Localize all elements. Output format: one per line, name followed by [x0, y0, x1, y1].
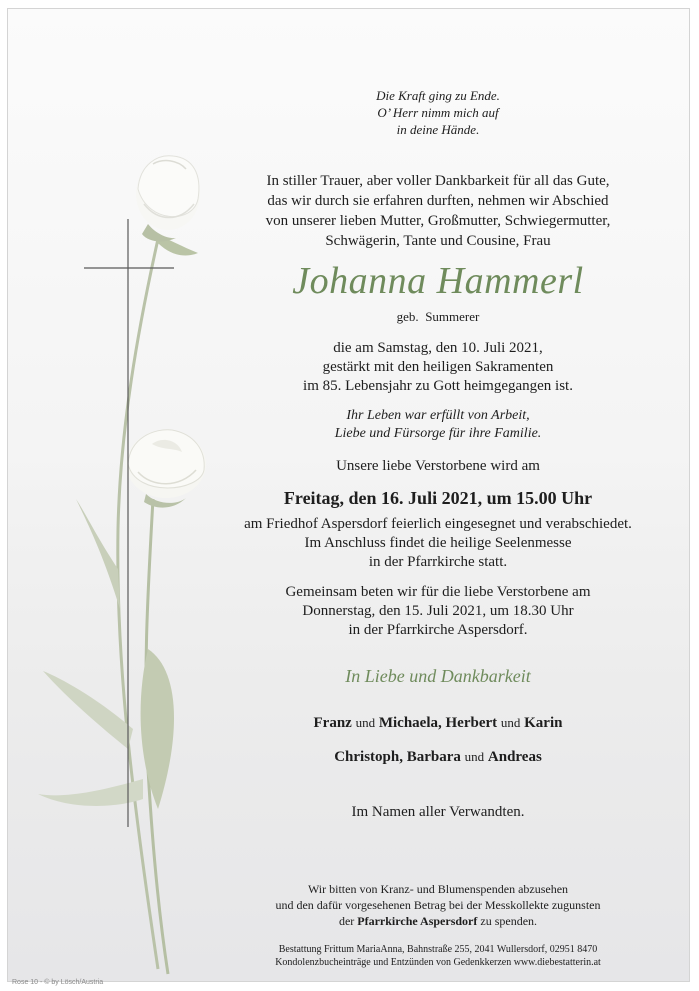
relatives-line: Im Namen aller Verwandten.	[351, 804, 525, 820]
family-line-2	[218, 747, 658, 767]
intro-text	[218, 171, 658, 251]
motto	[218, 87, 658, 138]
funeral-line: in der Pfarrkirche statt.	[368, 554, 508, 570]
family-conjunction: und	[464, 749, 485, 764]
rose-illustration	[8, 9, 228, 983]
death-line: im 85. Lebensjahr zu Gott heimgegangen ist.	[303, 378, 573, 394]
family-conjunction: und	[355, 715, 376, 730]
family-name: Andreas	[487, 749, 542, 765]
life-line: Liebe und Fürsorge für ihre Familie.	[334, 426, 542, 441]
maiden-name-line	[218, 309, 658, 325]
intro-line: In stiller Trauer, aber voller Dankbarkeit für all das Gute,	[266, 173, 610, 189]
family-line-1	[218, 713, 658, 733]
donation-post: zu spenden.	[480, 914, 538, 928]
intro-line: das wir durch sie erfahren durften, nehmen wir Abschied	[267, 193, 609, 209]
life-line: Ihr Leben war erfüllt von Arbeit,	[346, 408, 530, 423]
funeral-announcement: Unsere liebe Verstorbene wird am	[336, 458, 540, 474]
funeral-line: Im Anschluss findet die heilige Seelenmesse	[304, 535, 572, 551]
undertaker-info	[218, 943, 658, 969]
undertaker-line: Bestattung Frittum MariaAnna, Bahnstraße 255, 2041 Wullersdorf, 02951 8470	[278, 944, 598, 955]
love-heading: In Liebe und Dankbarkeit	[345, 666, 531, 686]
family-name: Franz	[313, 715, 352, 731]
motto-line: in deine Hände.	[396, 122, 480, 137]
prayer-details	[218, 583, 658, 640]
prayer-line: Gemeinsam beten wir für die liebe Verstorbene am	[285, 584, 591, 600]
funeral-line: am Friedhof Aspersdorf feierlich eingesegnet und verabschiedet.	[244, 516, 632, 532]
top-rose	[136, 156, 200, 242]
family-name: Michaela, Herbert	[378, 715, 498, 731]
deceased-name: Johanna Hammerl	[292, 260, 584, 302]
donation-request	[218, 881, 658, 929]
prayer-line: in der Pfarrkirche Aspersdorf.	[348, 622, 528, 638]
undertaker-line: Kondolenzbucheinträge und Entzünden von Gedenkkerzen www.diebestatterin.at	[275, 957, 601, 968]
lower-rose	[126, 430, 206, 508]
motto-line: Die Kraft ging zu Ende.	[376, 88, 500, 103]
obituary-page	[7, 8, 690, 986]
death-notice	[218, 339, 658, 396]
intro-line: von unserer lieben Mutter, Großmutter, Schwiegermutter,	[265, 213, 611, 229]
donation-line: Wir bitten von Kranz- und Blumenspenden abzusehen	[307, 882, 569, 896]
maiden-name: Summerer	[425, 309, 480, 324]
prayer-line: Donnerstag, den 15. Juli 2021, um 18.30 Uhr	[302, 603, 574, 619]
donation-line	[218, 913, 658, 929]
image-credit: Rose 10 - © by Lösch/Austria	[12, 979, 104, 986]
born-label: geb.	[396, 309, 419, 324]
donation-line: und den dafür vorgesehenen Betrag bei der Messkollekte zugunsten	[275, 898, 601, 912]
motto-line: O’ Herr nimm mich auf	[377, 105, 499, 120]
life-quote	[218, 407, 658, 443]
funeral-date: Freitag, den 16. Juli 2021, um 15.00 Uhr	[283, 488, 593, 508]
death-line: gestärkt mit den heiligen Sakramenten	[322, 359, 554, 375]
funeral-details	[218, 515, 658, 572]
family-name: Christoph, Barbara	[334, 749, 461, 765]
donation-pre: der	[338, 914, 355, 928]
family-name: Karin	[524, 715, 563, 731]
intro-line: Schwägerin, Tante und Cousine, Frau	[325, 233, 551, 249]
death-line: die am Samstag, den 10. Juli 2021,	[333, 340, 543, 356]
donation-recipient: Pfarrkirche Aspersdorf	[357, 914, 478, 928]
family-conjunction: und	[500, 715, 521, 730]
